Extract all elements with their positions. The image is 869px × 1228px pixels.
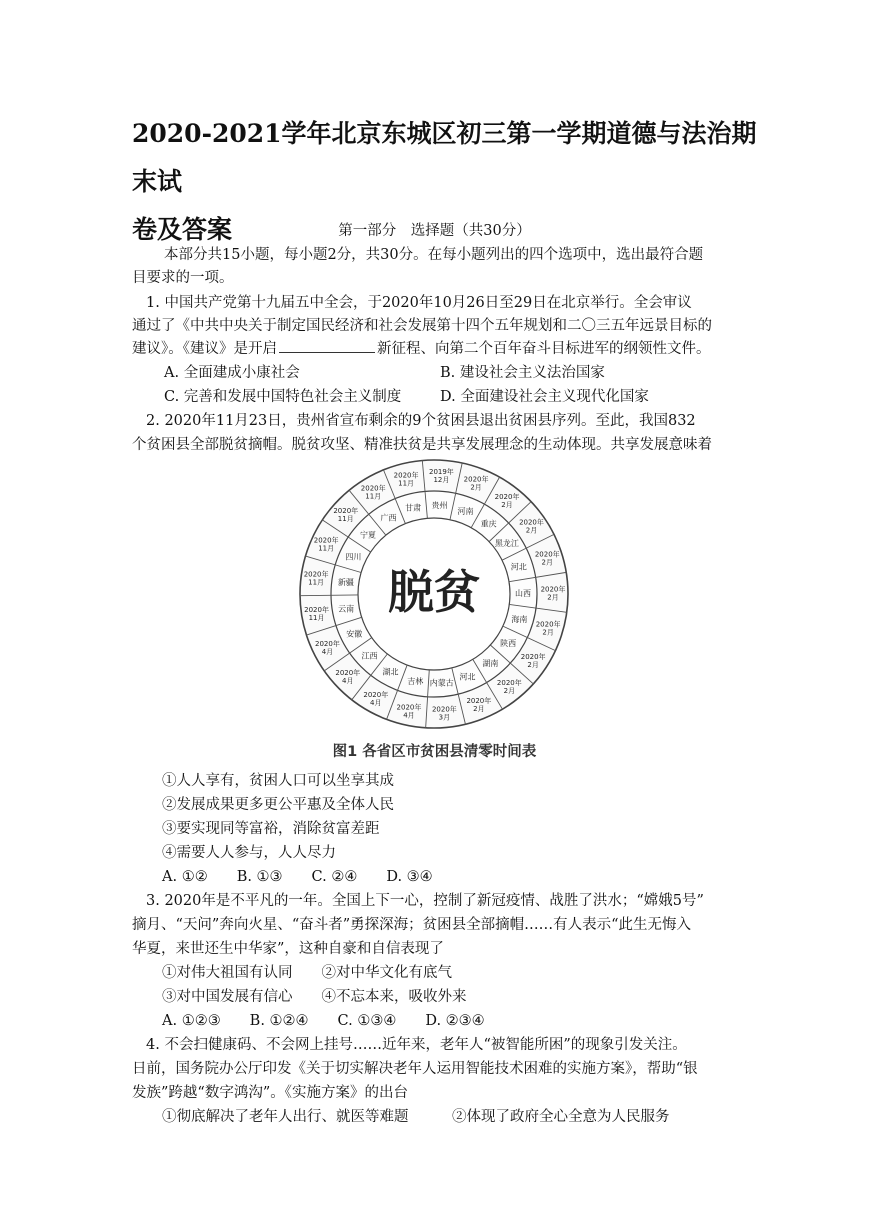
wheel-date-label: 2020年 2月 bbox=[466, 697, 492, 714]
wheel-province-label: 湖北 bbox=[382, 667, 399, 677]
wheel-province-label: 江西 bbox=[361, 651, 378, 661]
answer-blank bbox=[279, 338, 375, 353]
q3-line-3: 华夏，来世还生中华家”，这种自豪和自信表现了 bbox=[132, 941, 444, 957]
wheel-province-label: 湖南 bbox=[482, 658, 499, 668]
wheel-date-label: 2020年 2月 bbox=[494, 493, 520, 510]
q1-line-3a: 建议》。《建议》是开启 bbox=[132, 341, 277, 357]
wheel-date-label: 2020年 2月 bbox=[463, 475, 489, 492]
wheel-date-label: 2020年 11月 bbox=[333, 507, 359, 524]
wheel-province-label: 山西 bbox=[514, 588, 531, 598]
intro-line-2: 目要求的一项。 bbox=[132, 270, 234, 286]
wheel-date-label: 2020年 11月 bbox=[303, 570, 329, 587]
q2-statement-1: ①人人享有，贫困人口可以坐享其成 bbox=[162, 773, 394, 789]
wheel-province-label: 内蒙古 bbox=[429, 678, 454, 688]
wheel-date-label: 2020年 4月 bbox=[335, 669, 361, 686]
wheel-date-label: 2020年 11月 bbox=[313, 536, 339, 553]
wheel-province-label: 重庆 bbox=[480, 519, 497, 529]
wheel-province-label: 海南 bbox=[511, 615, 528, 625]
section-heading: 第一部分 选择题（共30分） bbox=[338, 223, 531, 239]
wheel-date-label: 2020年 2月 bbox=[519, 518, 544, 535]
wheel-date-label: 2020年 4月 bbox=[315, 639, 340, 656]
wheel-province-label: 河南 bbox=[457, 506, 474, 516]
wheel-province-label: 云南 bbox=[338, 604, 355, 614]
wheel-province-label: 陕西 bbox=[500, 639, 517, 649]
q3-statements-3-4: ③对中国发展有信心 ④不忘本来，吸收外来 bbox=[162, 989, 467, 1005]
wheel-province-label: 吉林 bbox=[407, 677, 424, 687]
title-line-2: 卷及答案 bbox=[132, 215, 233, 244]
wheel-date-label: 2019年 12月 bbox=[428, 468, 454, 485]
wheel-province-label: 河北 bbox=[510, 562, 527, 572]
q3-line-1: 3. 2020年是不平凡的一年。全国上下一心，控制了新冠疫情、战胜了洪水；“嫦娥5号” bbox=[146, 893, 704, 909]
q1-option-d: D. 全面建设社会主义现代化国家 bbox=[440, 389, 649, 405]
wheel-date-label: 2020年 3月 bbox=[431, 705, 457, 722]
wheel-province-label: 贵州 bbox=[431, 501, 448, 511]
wheel-date-label: 2020年 11月 bbox=[304, 606, 329, 623]
poverty-clearance-wheel-figure bbox=[298, 458, 570, 730]
wheel-date-label: 2020年 2月 bbox=[496, 679, 522, 696]
wheel-province-label: 河北 bbox=[459, 672, 476, 682]
q4-statements-1-2: ①彻底解决了老年人出行、就医等难题 ②体现了政府全心全意为人民服务 bbox=[162, 1109, 670, 1125]
wheel-date-label: 2020年 11月 bbox=[393, 471, 419, 488]
wheel-date-label: 2020年 2月 bbox=[535, 620, 561, 637]
wheel-date-label: 2020年 4月 bbox=[396, 703, 422, 720]
q1-line-1: 1. 中国共产党第十九届五中全会，于2020年10月26日至29日在北京举行。全会审议 bbox=[146, 295, 692, 311]
q3-options: A. ①②③ B. ①②④ C. ①③④ D. ②③④ bbox=[162, 1013, 485, 1029]
wheel-province-label: 甘肃 bbox=[405, 503, 422, 513]
wheel-date-label: 2020年 2月 bbox=[520, 652, 546, 669]
q2-statement-2: ②发展成果更多更公平惠及全体人民 bbox=[162, 797, 394, 813]
wheel-province-label: 广西 bbox=[380, 513, 397, 523]
wheel-province-label: 黑龙江 bbox=[494, 538, 519, 548]
q3-line-2: 摘月、“天问”奔向火星、“奋斗者”勇探深海；贫困县全部摘帽……有人表示“此生无悔入 bbox=[132, 917, 692, 933]
q1-line-3b: 新征程、向第二个百年奋斗目标进军的纲领性文件。 bbox=[377, 341, 711, 357]
q1-line-3 bbox=[132, 338, 711, 361]
wheel-province-label: 宁夏 bbox=[360, 530, 377, 540]
title-line-1: 2020-2021学年北京东城区初三第一学期道德与法治期末试 bbox=[132, 119, 757, 196]
q4-line-1: 4. 不会扫健康码、不会网上挂号……近年来，老年人“被智能所困”的现象引发关注。 bbox=[146, 1037, 687, 1053]
wheel-center-title: 脱贫 bbox=[388, 565, 480, 619]
wheel-date-label: 2020年 4月 bbox=[363, 690, 389, 707]
wheel-province-label: 四川 bbox=[345, 552, 362, 562]
q1-option-c: C. 完善和发展中国特色社会主义制度 bbox=[164, 389, 402, 405]
q3-statements-1-2: ①对伟大祖国有认同 ②对中华文化有底气 bbox=[162, 965, 452, 981]
q4-line-2: 日前，国务院办公厅印发《关于切实解决老年人运用智能技术困难的实施方案》，帮助“银 bbox=[132, 1061, 698, 1077]
q2-statement-3: ③要实现同等富裕，消除贫富差距 bbox=[162, 821, 380, 837]
q2-line-2: 个贫困县全部脱贫摘帽。脱贫攻坚、精准扶贫是共享发展理念的生动体现。共享发展意味着 bbox=[132, 437, 712, 453]
figure-caption: 图1 各省区市贫困县清零时间表 bbox=[332, 744, 537, 760]
wheel-province-label: 新疆 bbox=[337, 577, 354, 587]
q1-option-b: B. 建设社会主义法治国家 bbox=[440, 365, 605, 381]
intro-line-1: 本部分共15小题，每小题2分，共30分。在每小题列出的四个选项中，选出最符合题 bbox=[164, 247, 704, 263]
wheel-date-label: 2020年 11月 bbox=[360, 484, 386, 501]
q2-options: A. ①② B. ①③ C. ②④ D. ③④ bbox=[162, 869, 433, 885]
q2-line-1: 2. 2020年11月23日，贵州省宣布剩余的9个贫困县退出贫困县序列。至此，我国832 bbox=[146, 413, 696, 429]
wheel-date-label: 2020年 2月 bbox=[534, 550, 560, 567]
wheel-date-label: 2020年 2月 bbox=[540, 585, 566, 602]
q1-line-2: 通过了《中共中央关于制定国民经济和社会发展第十四个五年规划和二〇三五年远景目标的 bbox=[132, 318, 712, 334]
wheel-province-label: 安徽 bbox=[346, 629, 363, 639]
q1-option-a: A. 全面建成小康社会 bbox=[164, 365, 300, 381]
q4-line-3: 发族”跨越“数字鸿沟”。《实施方案》的出台 bbox=[132, 1085, 408, 1101]
q2-statement-4: ④需要人人参与，人人尽力 bbox=[162, 845, 336, 861]
